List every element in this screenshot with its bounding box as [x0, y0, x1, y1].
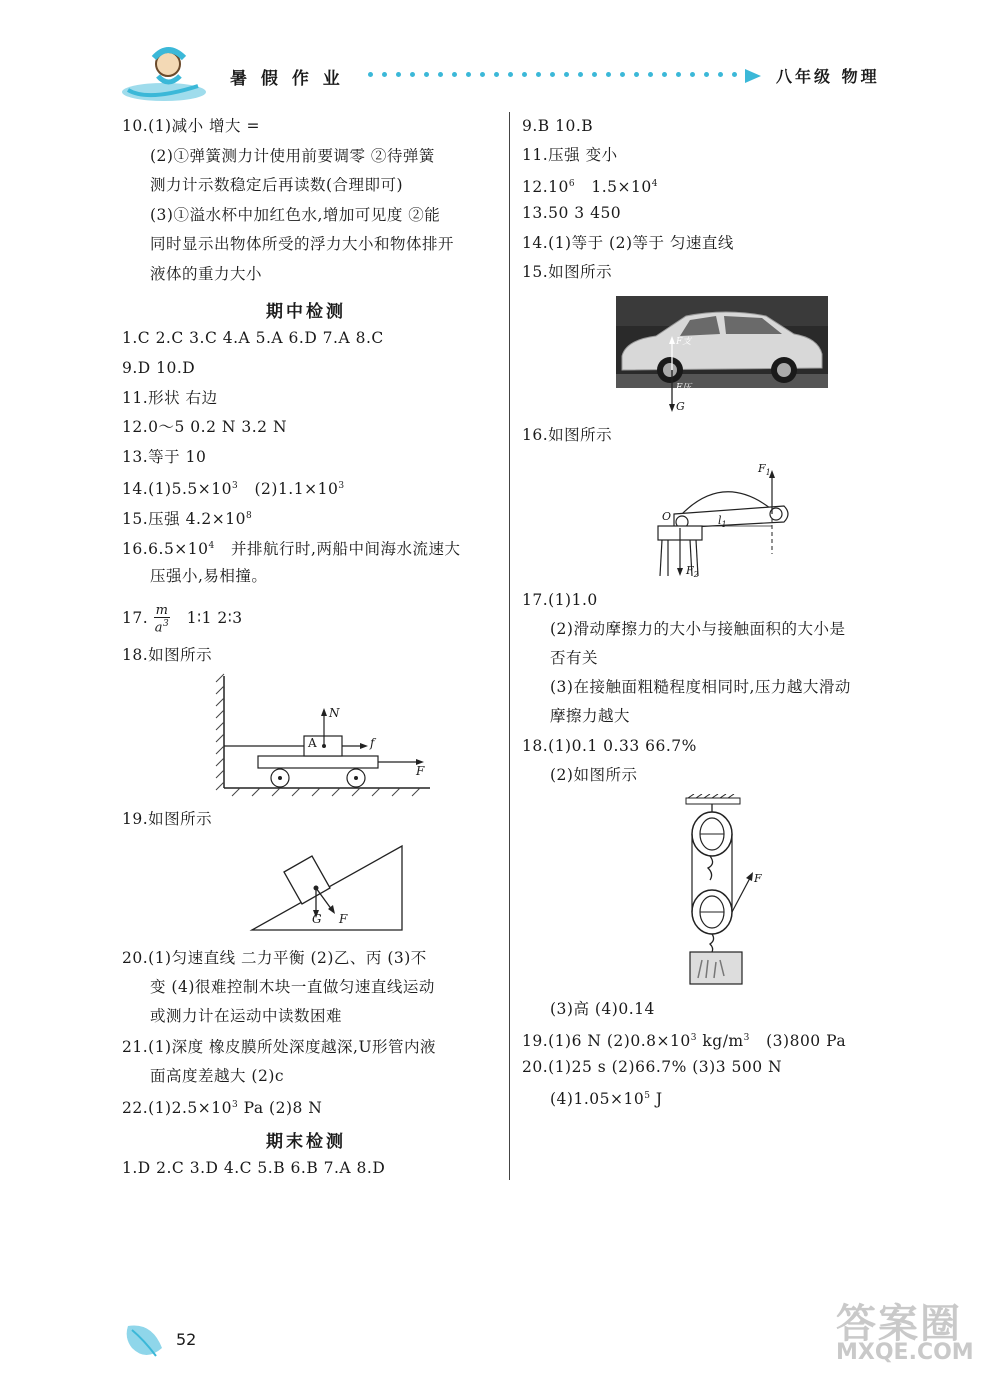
- final-title: 期末检测: [266, 1132, 346, 1152]
- fig18-label-F: F: [416, 764, 425, 778]
- r-q19-sup-b: 3: [743, 1033, 750, 1043]
- q17-frac-den-wrap: [154, 618, 171, 634]
- mid-line-3: 12.0～5 0.2 N 3.2 N: [122, 418, 288, 436]
- mid-line-q20c: 或测力计在运动中读数困难: [150, 1007, 343, 1025]
- left-line-1: (2)①弹簧测力计使用前要调零 ②待弹簧: [150, 147, 435, 165]
- q22-part: 22.(1)2.5×10: [122, 1099, 232, 1118]
- header-dotted-line: [368, 72, 758, 80]
- r-q20-sup: 5: [644, 1091, 651, 1101]
- right-line-q12: [522, 174, 658, 197]
- fig16-label-F1: [758, 462, 771, 477]
- right-line-8: (2)滑动摩擦力的大小与接触面积的大小是: [550, 620, 846, 638]
- fig16-l1-sub: 1: [721, 520, 727, 530]
- mid-line-q18: 18.如图所示: [122, 646, 213, 664]
- header-subject: 八年级 物理: [776, 67, 880, 86]
- q14-part-b: (2)1.1×10: [254, 480, 339, 499]
- fig16-label-F2: [686, 564, 699, 579]
- q16-sup: 4: [208, 541, 215, 551]
- r-q12-b: 1.5×10: [591, 178, 652, 197]
- mid-line-q14: [122, 476, 345, 499]
- fig15-label-G: G: [676, 400, 685, 413]
- mid-line-q17: [122, 604, 243, 634]
- mid-line-q20a: 20.(1)匀速直线 二力平衡 (2)乙、丙 (3)不: [122, 949, 427, 967]
- right-line-q20a: 20.(1)25 s (2)66.7% (3)3 500 N: [522, 1058, 783, 1076]
- left-line-2: 测力计示数稳定后再读数(合理即可): [150, 176, 404, 194]
- right-line-1: 11.压强 变小: [522, 146, 618, 164]
- footer-leaf-icon: [122, 1318, 168, 1368]
- column-divider: [509, 112, 510, 1180]
- figure-19-incline-diagram: [248, 842, 408, 932]
- fig15-label-fy: F压: [676, 383, 692, 393]
- r-q12-sup-b: 4: [651, 179, 658, 189]
- mid-line-q22: [122, 1095, 322, 1118]
- right-line-5: 15.如图所示: [522, 263, 613, 281]
- right-line-14: (3)高 (4)0.14: [550, 1000, 655, 1018]
- q17-rest: 1∶1 2∶3: [186, 609, 243, 628]
- fig16-label-O: O: [662, 510, 672, 523]
- final-line-0: 1.D 2.C 3.D 4.C 5.B 6.B 7.A 8.D: [122, 1159, 386, 1177]
- fig16-F1-letter: F: [758, 462, 766, 475]
- header-arrow-icon: [745, 68, 761, 87]
- right-line-13: (2)如图所示: [550, 766, 638, 784]
- fig15-label-fn: F支: [676, 337, 692, 347]
- mid-line-q16-cont: 压强小,易相撞。: [150, 567, 268, 585]
- q15-sup: 8: [245, 511, 253, 521]
- left-line-0: 10.(1)减小 增大 =: [122, 117, 260, 135]
- q17-frac-den-sup: 3: [163, 619, 170, 629]
- q22-sup: 3: [231, 1100, 239, 1110]
- fig18-label-N: N: [329, 706, 340, 720]
- right-line-0: 9.B 10.B: [522, 117, 594, 135]
- right-line-6: 16.如图所示: [522, 426, 613, 444]
- q15-part: 15.压强 4.2×10: [122, 510, 246, 529]
- q17-number: 17.: [122, 609, 149, 628]
- right-line-7: 17.(1)1.0: [522, 591, 598, 609]
- page-number: 52: [176, 1330, 197, 1349]
- q14-sup-a: 3: [231, 481, 239, 491]
- fig18r-label-F: F: [754, 872, 762, 885]
- fig16-F2-letter: F: [686, 564, 694, 577]
- fig16-label-l1: [718, 514, 727, 529]
- r-q12-a: 12.10: [522, 178, 569, 197]
- figure-16-lever-diagram: [652, 458, 798, 582]
- q17-frac-den: a: [154, 620, 164, 636]
- mid-line-q19: 19.如图所示: [122, 810, 213, 828]
- mid-line-1: 9.D 10.D: [122, 359, 196, 377]
- right-line-9: 否有关: [550, 649, 599, 667]
- r-q19-c: (3)800 Pa: [766, 1032, 847, 1051]
- r-q12-sup-a: 6: [568, 179, 576, 189]
- right-line-3: 13.50 3 450: [522, 204, 622, 222]
- right-line-10: (3)在接触面粗糙程度相同时,压力越大滑动: [550, 678, 851, 696]
- q17-frac-num: m: [155, 603, 169, 618]
- right-line-q20b: [550, 1086, 663, 1109]
- figure-18-pulley-diagram: [680, 794, 784, 988]
- fig18-label-A: A: [308, 736, 317, 750]
- mid-line-q20b: 变 (4)很难控制木块一直做匀速直线运动: [150, 978, 435, 996]
- mid-line-q21b: 面高度差越大 (2)c: [150, 1067, 285, 1085]
- fig19-label-F: F: [339, 912, 348, 926]
- r-q19-a: 19.(1)6 N (2)0.8×10: [522, 1032, 691, 1051]
- q16-part: 16.6.5×10: [122, 540, 209, 559]
- fig19-label-G: G: [312, 912, 322, 926]
- left-line-3: (3)①溢水杯中加红色水,增加可见度 ②能: [150, 206, 441, 224]
- fig18-label-f: f: [370, 736, 375, 750]
- right-line-q19: [522, 1028, 846, 1051]
- r-q20-b: J: [655, 1090, 663, 1109]
- right-line-11: 摩擦力越大: [550, 707, 631, 725]
- header-title: 暑 假 作 业: [230, 69, 344, 89]
- right-line-4: 14.(1)等于 (2)等于 匀速直线: [522, 234, 734, 252]
- fig16-F2-sub: 2: [693, 570, 699, 580]
- figure-18-cart-diagram: [212, 672, 444, 798]
- r-q19-b: kg/m: [702, 1032, 744, 1051]
- figure-15-car-photo: [616, 296, 828, 414]
- r-q19-sup-a: 3: [690, 1033, 697, 1043]
- mid-line-2: 11.形状 右边: [122, 389, 218, 407]
- header-logo: [118, 42, 210, 104]
- q14-sup-b: 3: [338, 481, 345, 491]
- mid-line-q16: [122, 536, 460, 559]
- midterm-title: 期中检测: [266, 302, 346, 322]
- q16-rest: 并排航行时,两船中间海水流速大: [231, 540, 461, 559]
- mid-line-0: 1.C 2.C 3.C 4.A 5.A 6.D 7.A 8.C: [122, 329, 384, 347]
- mid-line-q21a: 21.(1)深度 橡皮膜所处深度越深,U形管内液: [122, 1038, 437, 1056]
- q17-fraction: [154, 604, 171, 634]
- q14-part-a: 14.(1)5.5×10: [122, 480, 232, 499]
- r-q20-a: (4)1.05×10: [550, 1090, 645, 1109]
- left-line-5: 液体的重力大小: [150, 265, 263, 283]
- watermark-logo: 答案圈: [836, 1301, 962, 1347]
- mid-line-4: 13.等于 10: [122, 448, 207, 466]
- q22-rest: Pa (2)8 N: [243, 1099, 323, 1118]
- left-line-4: 同时显示出物体所受的浮力大小和物体排开: [150, 235, 455, 253]
- right-line-12: 18.(1)0.1 0.33 66.7%: [522, 737, 697, 755]
- fig16-F1-sub: 1: [765, 468, 771, 478]
- mid-line-q15: [122, 506, 252, 529]
- watermark-url: MXQE.COM: [836, 1340, 974, 1365]
- fig16-l1-letter: l: [718, 514, 722, 527]
